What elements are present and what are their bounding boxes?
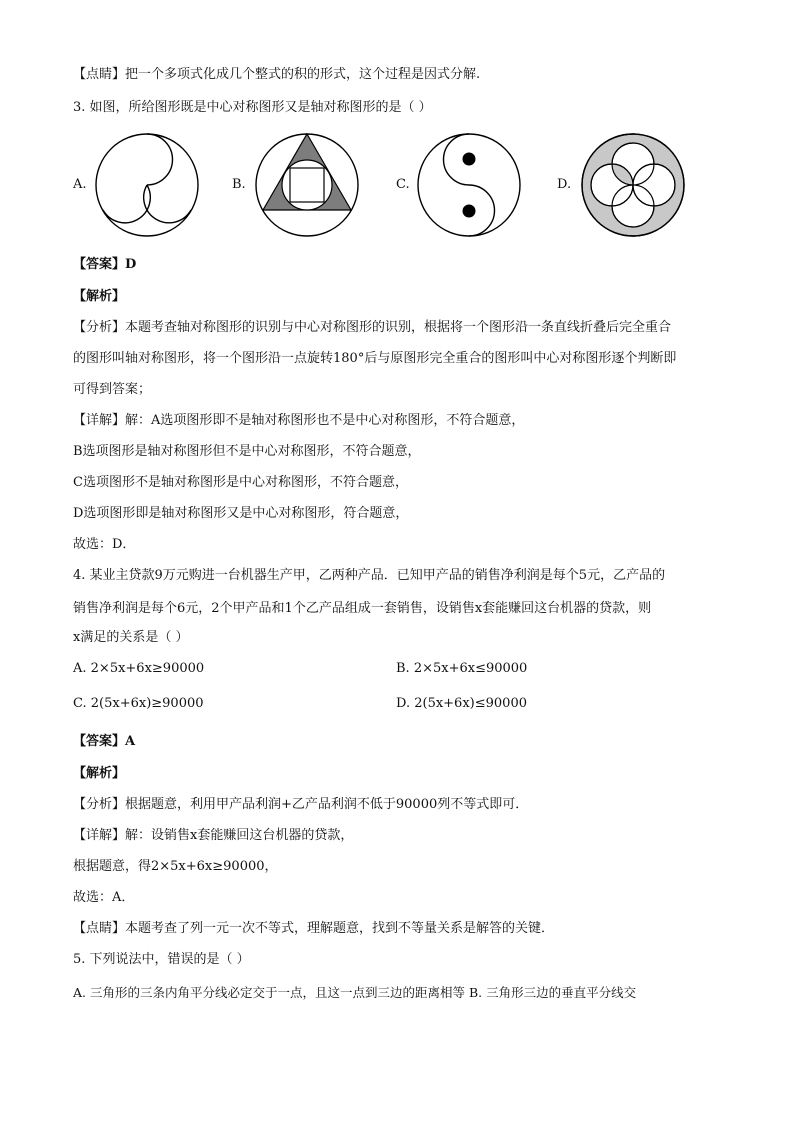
question-5-option-a: A. 三角形的三条内角平分线必定交于一点，且这一点到三边的距离相等 B. 三角形三边的垂直平分线交 xyxy=(73,985,637,1000)
q3-option-a-label: A. xyxy=(73,177,87,192)
analysis-header-3: 【解析】 xyxy=(73,289,126,304)
q3-option-b-label: B. xyxy=(232,177,246,192)
detail-3-line-3: C选项图形不是轴对称图形是中心对称图形，不符合题意， xyxy=(73,475,408,490)
detail-3-line-1: 【详解】解：A选项图形即不是轴对称图形也不是中心对称图形，不符合题意， xyxy=(73,413,525,428)
figure-c-yinyang xyxy=(415,131,523,239)
analysis-3-line-3: 可得到答案； xyxy=(73,382,152,397)
question-4-line-1: 4. 某业主贷款9万元购进一台机器生产甲，乙两种产品．已知甲产品的销售净利润是每个5元，乙产品的 xyxy=(73,568,666,583)
q3-option-c-label: C. xyxy=(396,177,410,192)
detail-4-line-1: 【详解】解：设销售x套能赚回这台机器的贷款， xyxy=(73,828,354,843)
question-5: 5. 下列说法中，错误的是（ ） xyxy=(73,952,250,967)
analysis-3-line-2: 的图形叫轴对称图形，将一个图形沿一点旋转180°后与原图形完全重合的图形叫中心对称图形逐个判断即 xyxy=(73,351,677,366)
analysis-4: 【分析】根据题意，利用甲产品利润+乙产品利润不低于90000列不等式即可． xyxy=(73,797,529,812)
answer-3: 【答案】D xyxy=(73,257,137,272)
q4-option-b: B. 2×5x+6x≤90000 xyxy=(396,661,528,676)
question-3: 3. 如图，所给图形既是中心对称图形又是轴对称图形的是（ ） xyxy=(73,100,432,115)
analysis-3-line-1: 【分析】本题考查轴对称图形的识别与中心对称图形的识别，根据将一个图形沿一条直线折叠后完全重合 xyxy=(73,320,672,335)
q4-option-c: C. 2(5x+6x)≥90000 xyxy=(73,696,204,711)
detail-3-line-2: B选项图形是轴对称图形但不是中心对称图形，不符合题意， xyxy=(73,444,421,459)
q3-option-d-label: D. xyxy=(557,177,572,192)
analysis-header-4: 【解析】 xyxy=(73,766,126,781)
figure-a-swirl xyxy=(93,131,201,239)
question-4-line-3: x满足的关系是（ ） xyxy=(73,630,189,645)
q4-option-a: A. 2×5x+6x≥90000 xyxy=(73,661,205,676)
note-line: 【点睛】把一个多项式化成几个整式的积的形式，这个过程是因式分解. xyxy=(73,67,481,82)
figure-b-triangle-square xyxy=(253,131,361,239)
q4-option-d: D. 2(5x+6x)≤90000 xyxy=(396,696,527,711)
detail-3-line-4: D选项图形即是轴对称图形又是中心对称图形，符合题意， xyxy=(73,506,409,521)
note-4: 【点睛】本题考查了列一元一次不等式，理解题意，找到不等量关系是解答的关键． xyxy=(73,921,555,936)
choice-4: 故选：A． xyxy=(73,890,135,905)
question-4-line-2: 销售净利润是每个6元，2个甲产品和1个乙产品组成一套销售，设销售x套能赚回这台机器的贷款，则 xyxy=(73,601,652,616)
choice-3: 故选：D． xyxy=(73,537,136,552)
detail-4-line-2: 根据题意，得2×5x+6x≥90000， xyxy=(73,859,278,874)
answer-4: 【答案】A xyxy=(73,734,136,749)
figure-d-flower xyxy=(579,131,687,239)
